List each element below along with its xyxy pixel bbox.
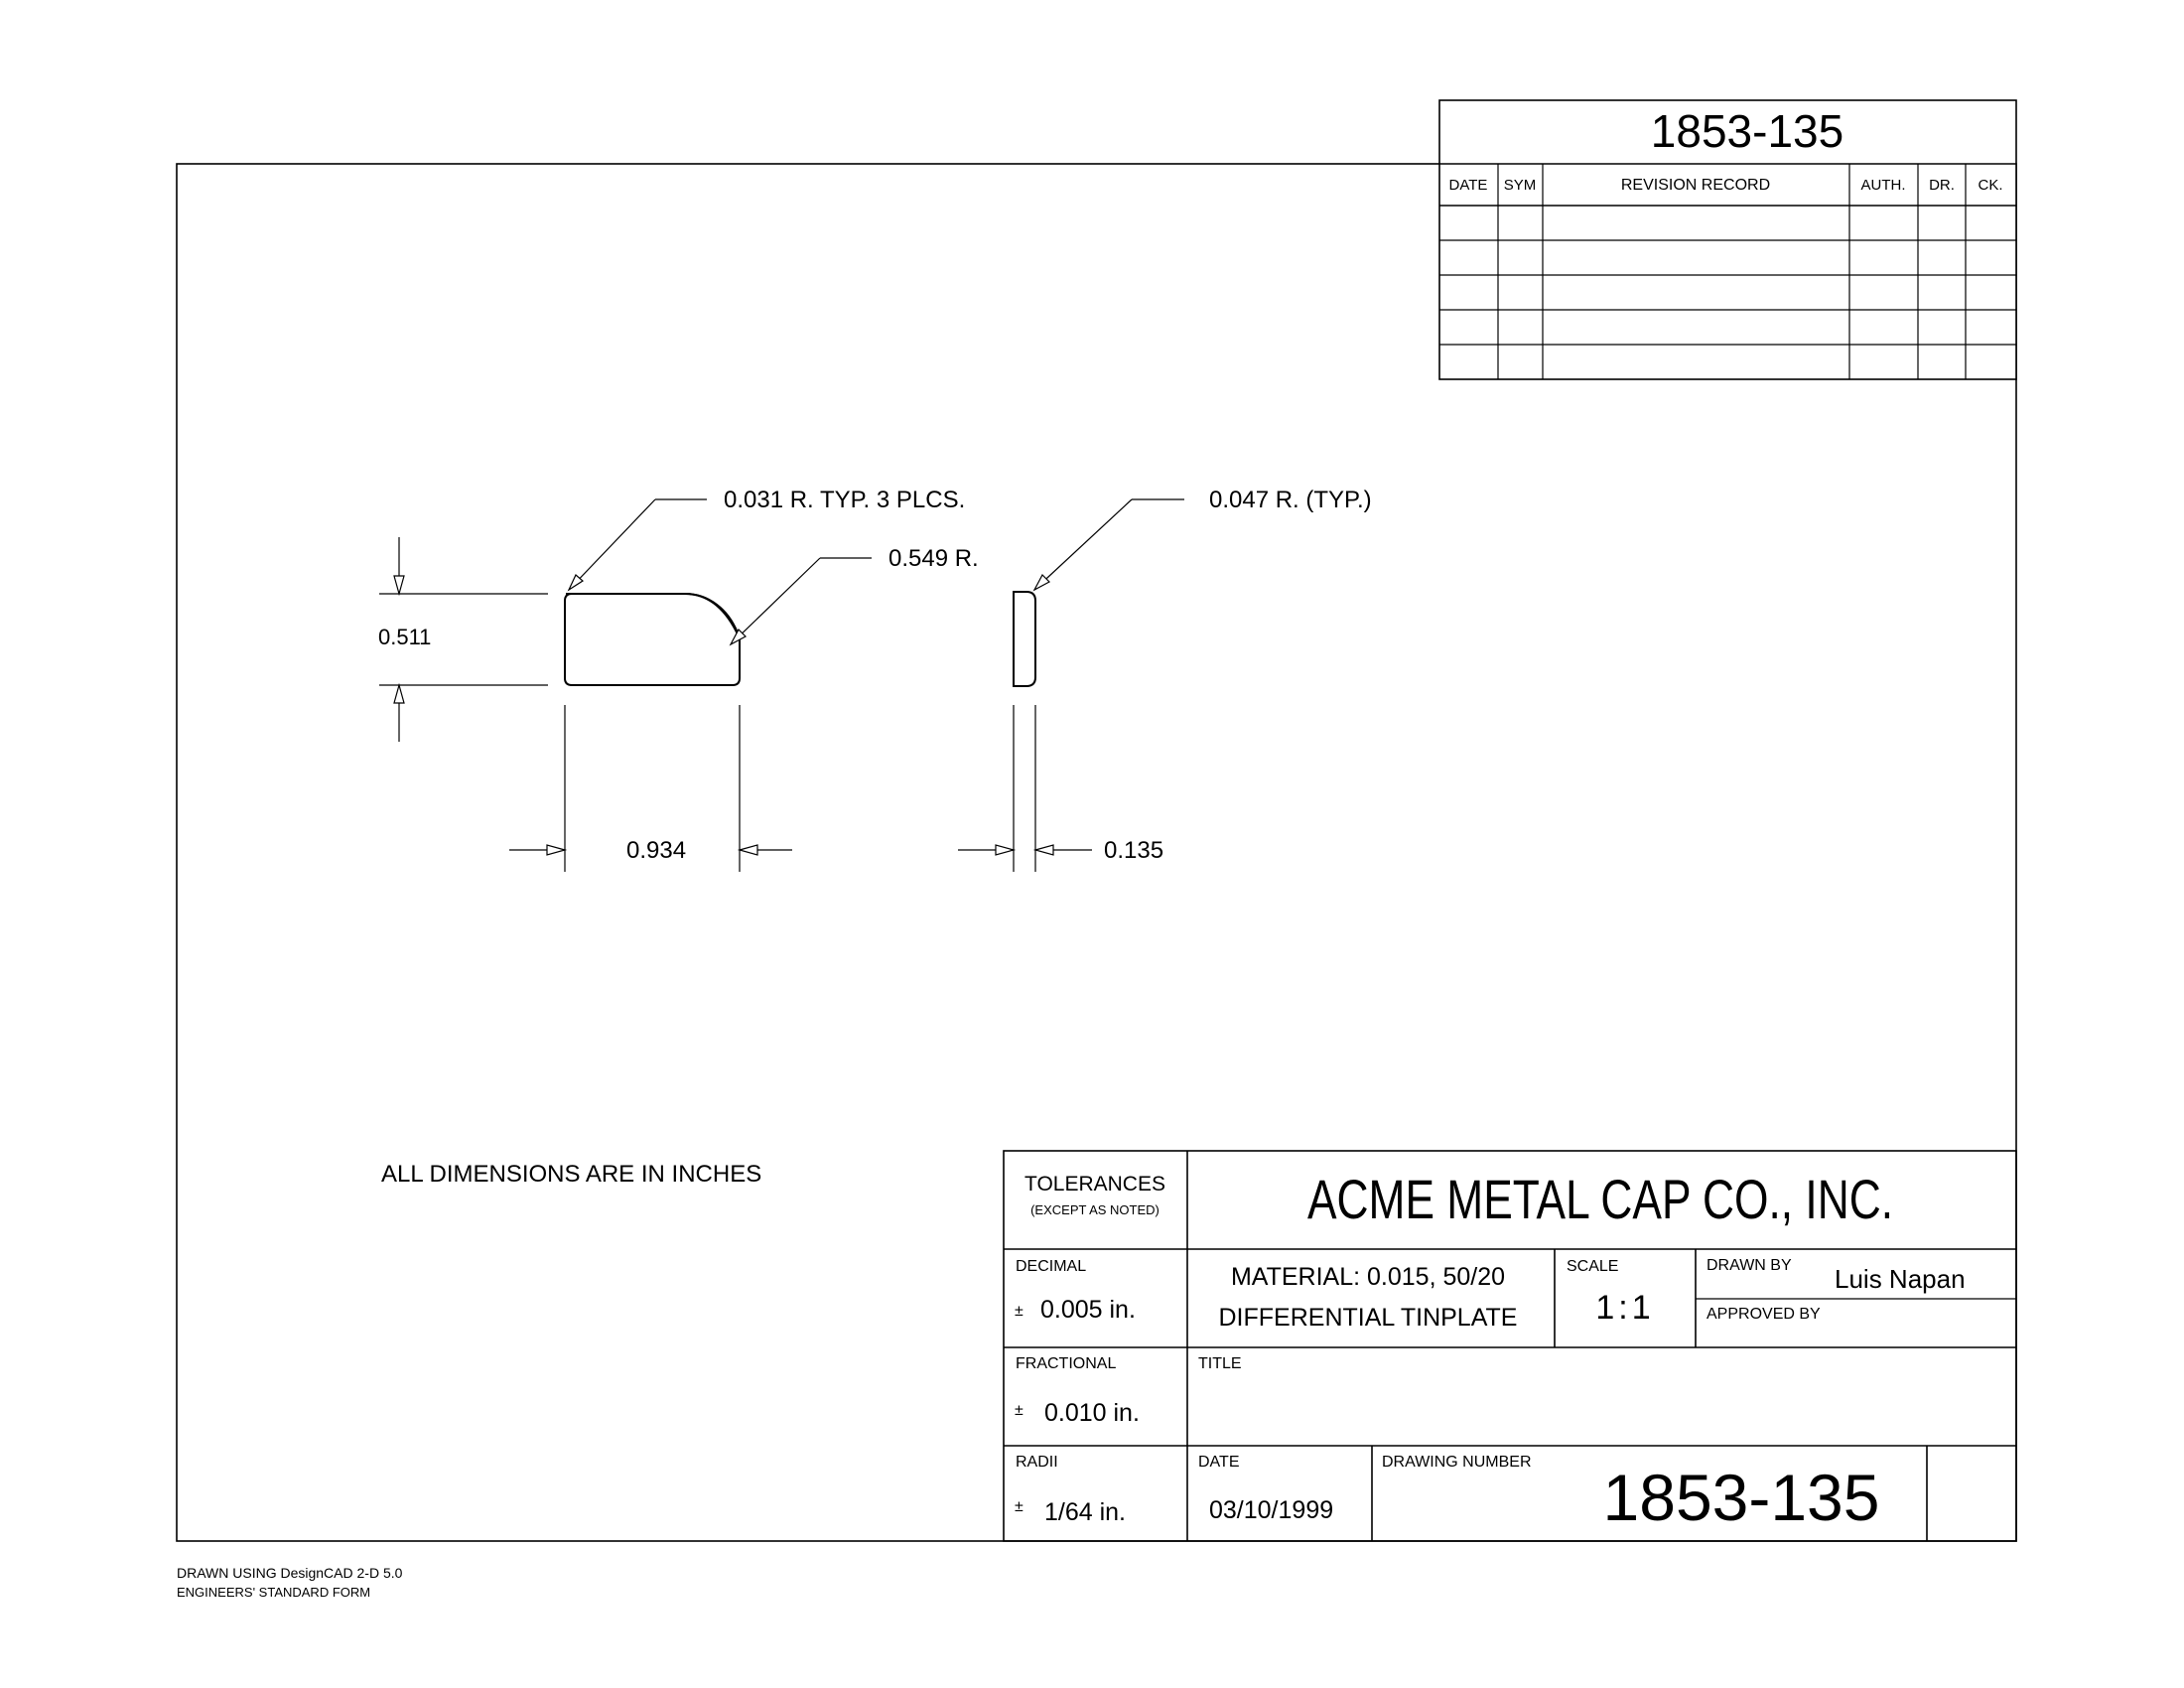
tolerances-label: TOLERANCES [1024, 1173, 1165, 1196]
scale-value: 1:1 [1595, 1289, 1655, 1327]
callout-arc-radius-label: 0.549 R. [888, 545, 979, 572]
revision-header-sym: SYM [1503, 177, 1537, 194]
decimal-label: DECIMAL [1016, 1258, 1087, 1275]
fractional-value: 0.010 in. [1044, 1399, 1140, 1427]
material-line2: DIFFERENTIAL TINPLATE [1218, 1304, 1518, 1332]
revision-header-auth: AUTH. [1860, 177, 1906, 194]
date-value: 03/10/1999 [1209, 1496, 1334, 1524]
decimal-plus-minus: ± [1015, 1303, 1024, 1320]
revision-drawing-number: 1853-135 [1650, 105, 1844, 157]
fractional-label: FRACTIONAL [1016, 1355, 1117, 1372]
revision-header-ck: CK. [1978, 177, 2003, 194]
decimal-value: 0.005 in. [1040, 1296, 1136, 1324]
scale-label: SCALE [1567, 1258, 1619, 1275]
part-front-view [565, 594, 740, 685]
tolerances-note: (EXCEPT AS NOTED) [1030, 1202, 1160, 1217]
part-profile-arc [685, 594, 740, 638]
title-label: TITLE [1198, 1355, 1242, 1372]
callout-arc-radius [731, 545, 979, 644]
dimension-width [509, 705, 792, 872]
drawing-number-value: 1853-135 [1602, 1461, 1880, 1534]
dimension-height [378, 537, 548, 742]
part-side-view [1014, 592, 1035, 686]
radii-plus-minus: ± [1015, 1498, 1024, 1515]
fractional-plus-minus: ± [1015, 1402, 1024, 1419]
date-label: DATE [1198, 1454, 1240, 1471]
dimension-width-label: 0.934 [626, 837, 687, 864]
radii-label: RADII [1016, 1454, 1058, 1471]
footer-line1: DRAWN USING DesignCAD 2-D 5.0 [177, 1565, 403, 1581]
revision-block [1439, 100, 2016, 379]
callout-edge-radius [1034, 487, 1372, 590]
title-block [1004, 1151, 2016, 1541]
revision-header-record: REVISION RECORD [1620, 177, 1771, 194]
company-name: ACME METAL CAP CO., INC. [1307, 1168, 1893, 1230]
dimension-thickness [958, 705, 1163, 872]
part-profile-outline [565, 594, 740, 685]
approved-by-label: APPROVED BY [1706, 1306, 1821, 1323]
material-line1: MATERIAL: 0.015, 50/20 [1230, 1263, 1506, 1291]
drawing-number-label: DRAWING NUMBER [1382, 1454, 1532, 1471]
callout-corner-radius-label: 0.031 R. TYP. 3 PLCS. [724, 487, 966, 513]
callout-edge-radius-label: 0.047 R. (TYP.) [1209, 487, 1372, 513]
callout-corner-radius [569, 487, 965, 590]
drawn-by-value: Luis Napan [1835, 1264, 1966, 1294]
dimension-height-label: 0.511 [378, 625, 432, 649]
part-side-outline [1014, 592, 1035, 686]
footer-line2: ENGINEERS' STANDARD FORM [177, 1585, 371, 1600]
drawn-by-label: DRAWN BY [1706, 1257, 1792, 1274]
dimension-thickness-label: 0.135 [1104, 837, 1164, 864]
revision-header-dr: DR. [1929, 177, 1955, 194]
units-note: ALL DIMENSIONS ARE IN INCHES [381, 1161, 762, 1188]
revision-header-date: DATE [1448, 177, 1488, 194]
radii-value: 1/64 in. [1044, 1498, 1127, 1526]
